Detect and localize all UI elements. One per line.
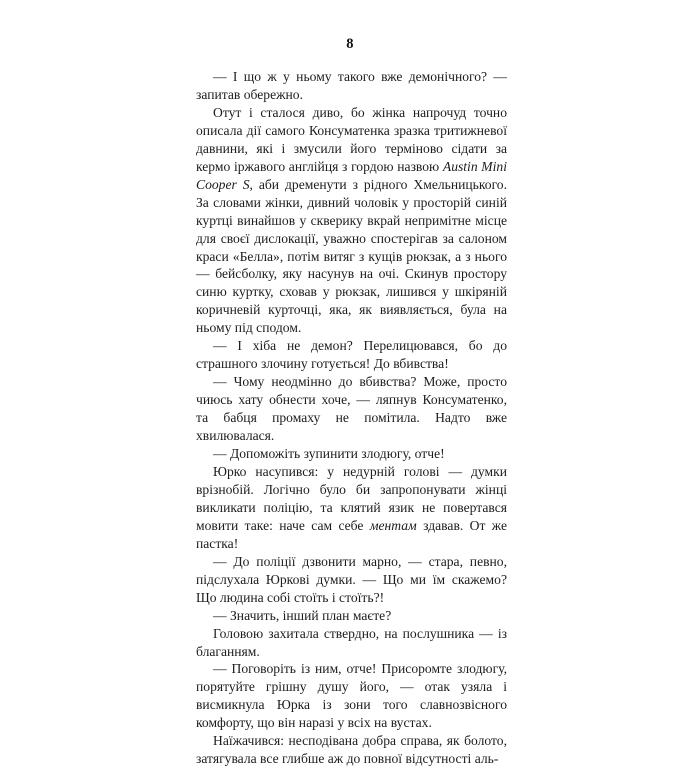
paragraph bbox=[196, 104, 507, 337]
paragraph-text-part: , аби дременути з рідного Хмельницького. За словами жінки, дивний чоловік у просторій синій куртці винайшов у скверику вкрай непримітне місце для своєї дислокації, уважно спостерігав за салоном краси «Белла», потім витяг з кущів рюкзак, а з нього — бейсболку, яку насунув на очі. Скинув простору синю куртку, сховав у рюкзак, лишився у шкіряній коричневій курточці, яка, як виявляється, була на ньому під сподом. bbox=[196, 176, 507, 336]
paragraph-text-part: Отут і сталося диво, бо жінка напрочуд точно описала дії самого Консуматенка зразка тритижневої давнини, які і змусили його терміново сідати за кермо іржавого англійця з гордою назвою bbox=[196, 104, 507, 174]
paragraph bbox=[196, 732, 507, 768]
paragraph bbox=[196, 337, 507, 373]
paragraph bbox=[196, 625, 507, 661]
paragraph-text: — Поговоріть із ним, отче! Присоромте злодюгу, порятуйте грішну душу його, — отак узяла і висмикнула Юрка із зони того славнозвісного комфорту, що він наразі у всіх на вустах. bbox=[196, 661, 507, 731]
italic-title: Austin Mini Cooper S bbox=[196, 158, 507, 192]
paragraph-text: — Чому неодмінно до вбивства? Може, просто чиюсь хату обнести хоче, — ляпнув Консуматенко, та бабця промаху не помітила. Надто вже хвилювалася. bbox=[196, 374, 507, 444]
paragraph-text: — Допоможіть зупинити злодюгу, отче! bbox=[213, 446, 445, 462]
page-number: 8 bbox=[346, 36, 354, 52]
paragraph-text: Головою захитала ствердно, на послушника — із благанням. bbox=[196, 625, 507, 659]
body-text-block bbox=[196, 68, 507, 768]
paragraph-text: — До поліції дзвонити марно, — стара, певно, підслухала Юркові думки. — Що ми їм скажемо? Що людина собі стоїть і стоїть?! bbox=[196, 553, 507, 605]
paragraph bbox=[196, 68, 507, 104]
paragraph-text-part: здавав. От же пастка! bbox=[196, 517, 507, 551]
paragraph-text: — Значить, інший план маєте? bbox=[213, 607, 392, 623]
paragraph bbox=[196, 660, 507, 732]
paragraph-text: — І хіба не демон? Перелицювався, бо до страшного злочину готується! До вбивства! bbox=[196, 338, 507, 372]
paragraph-text: — І що ж у ньому такого вже демонічного? — запитав обережно. bbox=[196, 69, 507, 102]
paragraph-text: Наїжачився: несподівана добра справа, як болото, затягувала все глибше аж до повної відсутності аль- bbox=[196, 733, 507, 767]
paragraph bbox=[196, 445, 507, 463]
paragraph bbox=[196, 373, 507, 445]
italic-word: ментам bbox=[369, 517, 417, 533]
paragraph bbox=[196, 607, 507, 625]
paragraph bbox=[196, 463, 507, 553]
paragraph-text-part: Юрко насупився: у недурній голові — думки врізнобій. Логічно було би запропонувати жінці викликати поліцію, та клятий язик не повертався мовити таке: наче сам себе bbox=[196, 463, 507, 533]
paragraph bbox=[196, 553, 507, 607]
